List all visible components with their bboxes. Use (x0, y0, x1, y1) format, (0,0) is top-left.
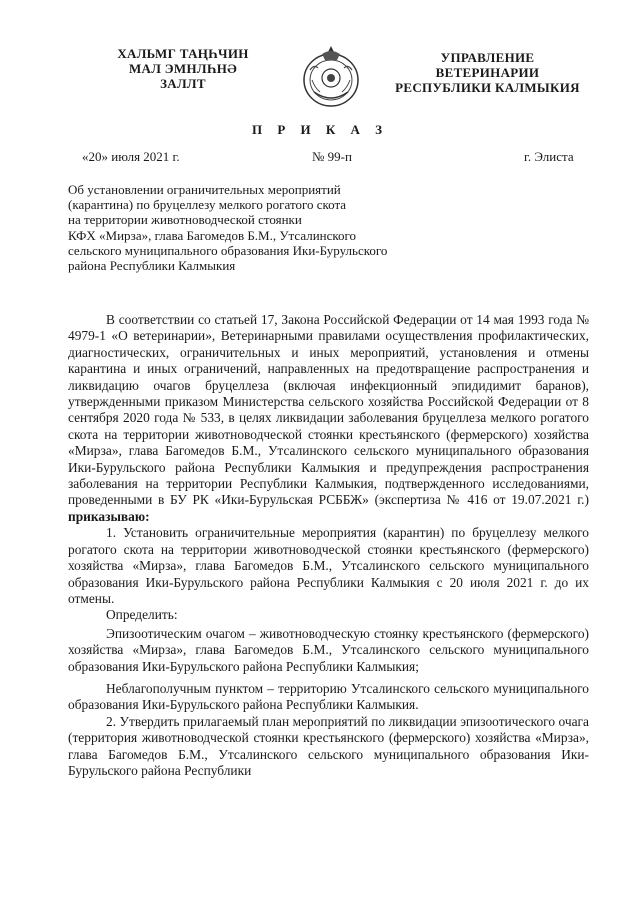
header-right-line-2: ВЕТЕРИНАРИИ (435, 65, 540, 80)
order-date: «20» июля 2021 г. (82, 149, 180, 164)
header-left-kalmyk-title (108, 46, 258, 91)
order-number: № 99-п (312, 149, 352, 164)
header-left-line-1: ХАЛЬМГ ТАҢҺЧИН (117, 46, 249, 61)
order-subject (68, 182, 448, 273)
focus-paragraph: Эпизоотическим очагом – животноводческую стоянку крестьянского (фермерского) хозяйства «Мирза», глава Багомедов Б.М., Утсалинского сельского муниципального образования Ики-Бурульского района Республики Калмыкия; (68, 625, 589, 674)
preamble-text: В соответствии со статьей 17, Закона Российской Федерации от 14 мая 1993 года № 4979-1 «О ветеринарии», Ветеринарными правилами осуществления профилактических, диагностических, ограничительных и иных мероприятий, установления и отмены карантина и иных ограничений, направленных на предотвращение распространения и ликвидацию очагов бруцеллеза (включая инфекционный эпидидимит баранов), утвержденными приказом Министерства сельского хозяйства Российской Федерации от 8 сентября 2020 года № 533, в целях ликвидации заболевания бруцеллеза мелкого рогатого скота на территории животноводческой стоянки крестьянского (фермерского) хозяйства «Мирза», глава Багомедов Б.М., Утсалинского сельского муниципального образования Ики-Бурульского района Республики Калмыкия и предупреждения распространения заболевания на территории Республики Калмыкия, подтвержденного исследованиями, проведенными в БУ РК «Ики-Бурульская РСББЖ» (экспертиза № 416 от 19.07.2021 г.) (68, 312, 589, 508)
header-right-line-1: УПРАВЛЕНИЕ (440, 50, 535, 65)
item-2-paragraph: 2. Утвердить прилагаемый план мероприятий по ликвидации эпизоотического очага (территория животноводческой стоянки крестьянского (фермерского) хозяйства «Мирза», глава Багомедов Б.М., Утсалинского сельского муниципального образования Ики-Бурульского района Республики (68, 713, 589, 778)
subject-line: района Республики Калмыкия (68, 258, 236, 274)
subject-line: на территории животноводческой стоянки (68, 212, 302, 228)
define-paragraph: Определить: (106, 607, 178, 623)
point-paragraph: Неблагополучным пунктом – территорию Утсалинского сельского муниципального образования Ики-Бурульского района Республики Калмыкия. (68, 680, 589, 713)
subject-line: (карантина) по бруцеллезу мелкого рогатого скота (68, 197, 347, 213)
subject-line: Об установлении ограничительных мероприятий (68, 182, 341, 197)
preamble-paragraph (68, 312, 589, 525)
kalmykia-coat-of-arms-icon (300, 40, 362, 110)
subject-line: КФХ «Мирза», глава Багомедов Б.М., Утсалинского (68, 227, 357, 243)
header-left-line-2: МАЛ ЭМНЛҺНӘ (128, 61, 238, 76)
header-left-line-3: ЗАЛЛТ (160, 76, 206, 91)
header-right-russian-title (395, 50, 580, 95)
order-word: приказываю: (68, 508, 150, 524)
order-title: П Р И К А З (251, 122, 389, 137)
order-body (68, 312, 589, 779)
subject-line: сельского муниципального образования Ики-Бурульского (68, 242, 388, 258)
item-1-paragraph: 1. Установить ограничительные мероприятия (карантин) по бруцеллезу мелкого рогатого скота на территории животноводческой стоянки крестьянского (фермерского) хозяйства «Мирза», глава Багомедов Б.М., Утсалинского сельского муниципального образования Ики-Бурульского района Республики Калмыкия с 20 июля 2021 г. до их отмены. (68, 525, 589, 606)
header-right-line-3: РЕСПУБЛИКИ КАЛМЫКИЯ (395, 80, 580, 95)
order-city: г. Элиста (524, 149, 574, 164)
